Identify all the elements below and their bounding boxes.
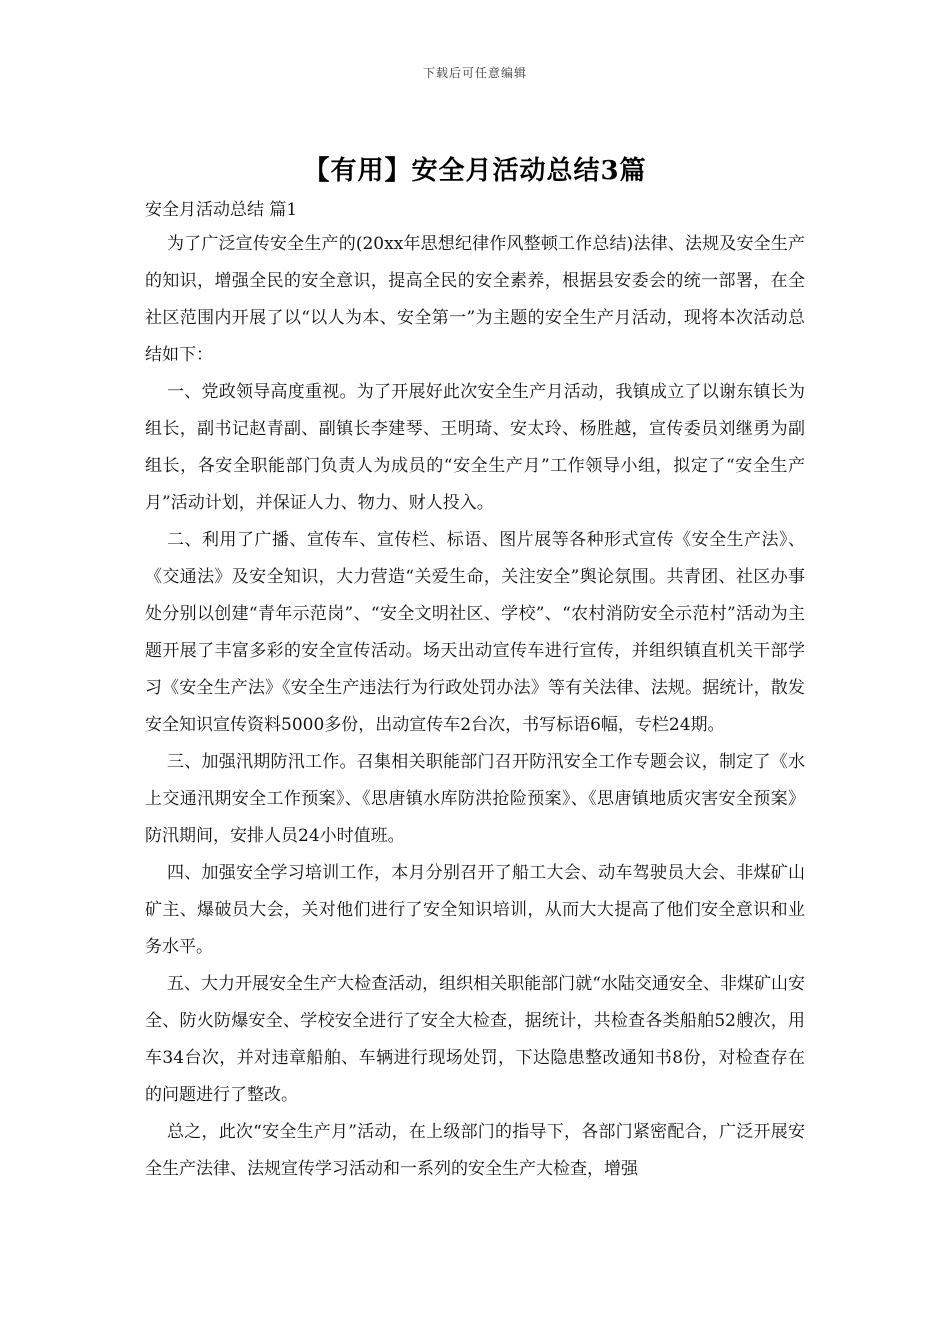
paragraph-conclusion: 总之，此次“安全生产月”活动，在上级部门的指导下，各部门紧密配合，广泛开展安全生产法律、法规宣传学习活动和一系列的安全生产大检查，增强: [145, 1122, 805, 1179]
paragraph-flood-control: 三、加强汛期防汛工作。召集相关职能部门召开防汛安全工作专题会议，制定了《水上交通汛期安全工作预案》、《思唐镇水库防洪抢险预案》、《思唐镇地质灾害安全预案》防汛期间，安排人员24小时值班。: [145, 752, 805, 846]
paragraph-inspection: 五、大力开展安全生产大检查活动，组织相关职能部门就“水陆交通安全、非煤矿山安全、防火防爆安全、学校安全进行了安全大检查，据统计，共检查各类船舶52艘次，用车34台次，并对违章船舶、车辆进行现场处罚，下达隐患整改通知书8份，对检查存在的问题进行了整改。: [145, 974, 805, 1105]
paragraph-intro: 为了广泛宣传安全生产的(20xx年思想纪律作风整顿工作总结)法律、法规及安全生产的知识，增强全民的安全意识，提高全民的安全素养，根据县安委会的统一部署，在全社区范围内开展了以“以人为本、安全第一”为主题的安全生产月活动，现将本次活动总结如下：: [145, 234, 805, 365]
document-body: [145, 226, 805, 1188]
section-heading: 安全月活动总结 篇1: [145, 200, 298, 220]
document-title: 【有用】安全月活动总结3篇: [303, 156, 647, 186]
paragraph-training: 四、加强安全学习培训工作，本月分别召开了船工大会、动车驾驶员大会、非煤矿山矿主、爆破员大会，关对他们进行了安全知识培训，从而大大提高了他们安全意识和业务水平。: [145, 863, 805, 957]
paragraph-publicity: 二、利用了广播、宣传车、宣传栏、标语、图片展等各种形式宣传《安全生产法》、《交通法》及安全知识，大力营造“关爱生命，关注安全”舆论氛围。共青团、社区办事处分别以创建“青年示范岗”、“安全文明社区、学校”、“农村消防安全示范村”活动为主题开展了丰富多彩的安全宣传活动。场天出动宣传车进行宣传，并组织镇直机关干部学习《安全生产法》《安全生产违法行为行政处罚办法》等有关法律、法规。据统计，散发安全知识宣传资料5000多份，出动宣传车2台次，书写标语6幅，专栏24期。: [145, 530, 805, 735]
paragraph-leadership: 一、党政领导高度重视。为了开展好此次安全生产月活动，我镇成立了以谢东镇长为组长，副书记赵青副、副镇长李建琴、王明琦、安太玲、杨胜越，宣传委员刘继勇为副组长，各安全职能部门负责人为成员的“安全生产月”工作领导小组，拟定了“安全生产月”活动计划，并保证人力、物力、财人投入。: [145, 382, 805, 513]
header-note: 下载后可任意编辑: [422, 66, 527, 80]
